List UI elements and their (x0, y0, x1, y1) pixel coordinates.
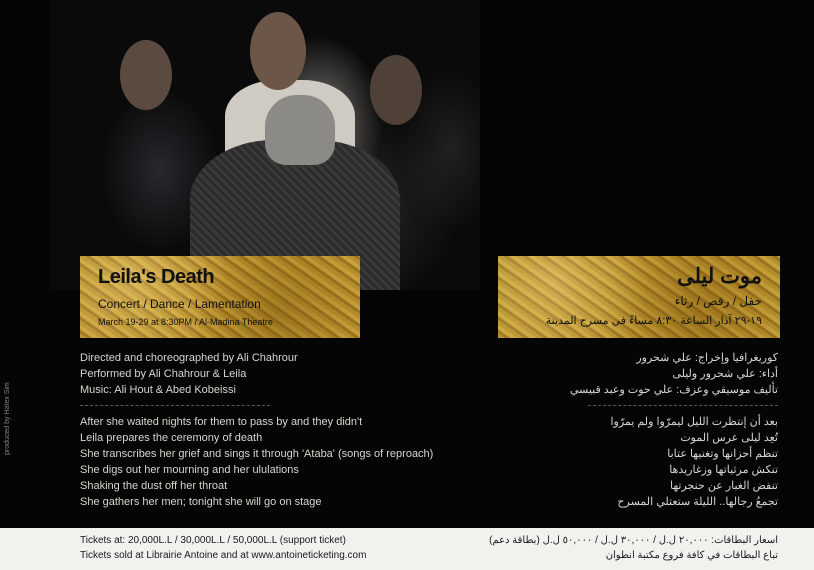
story-ar-line-2: تُعِد ليلى عرس الموت (680, 432, 778, 444)
arabic-subtitle: حفل / رقص / رثاء (674, 294, 762, 308)
story-en-line-6: She gathers her men; tonight she will go on stage (80, 496, 322, 508)
ticket-outlets-en: Tickets sold at Librairie Antoine and at www.antoineticketing.com (80, 550, 367, 561)
english-date: March 19-29 at 8:30PM / Al-Madina Theatre (98, 317, 273, 327)
ticket-footer (0, 528, 814, 570)
performer-left (120, 40, 172, 110)
story-ar-line-4: تنكش مرثياتها وزغاريدها (669, 464, 778, 476)
story-en-line-3: She transcribes her grief and sings it through 'Ataba' (songs of reproach) (80, 448, 434, 460)
ticket-prices-en: Tickets at: 20,000L.L / 30,000L.L / 50,000L.L (support ticket) (80, 535, 346, 546)
divider-left (80, 405, 270, 406)
hero-photo (50, 0, 480, 290)
arabic-date: ١٩-٢٩ آذار الساعة ٨:٣٠ مساءً في مسرح المدينة (545, 315, 762, 327)
story-ar-line-5: تنفض الغبار عن حنجرتها (670, 480, 778, 492)
story-en-line-2: Leila prepares the ceremony of death (80, 432, 263, 444)
credit-en-director: Directed and choreographed by Ali Chahrour (80, 352, 298, 364)
title-plate-english (80, 256, 360, 338)
credit-ar-music: تأليف موسيقي وعزف: علي حوت وعبد قبيسي (569, 384, 778, 396)
english-subtitle: Concert / Dance / Lamentation (98, 297, 261, 311)
credit-en-music: Music: Ali Hout & Abed Kobeissi (80, 384, 236, 396)
credit-ar-director: كوريغرافيا وإخراج: علي شحرور (636, 352, 778, 364)
story-en-line-1: After she waited nights for them to pass by and they didn't (80, 416, 363, 428)
story-ar-line-1: بعد أن إنتظرت الليل ليمرّوا ولم يمرّوا (610, 416, 778, 428)
credit-ar-performers: أداء: علي شحرور وليلى (672, 368, 778, 380)
story-ar-line-3: تنظم أحزانها وتغنيها عتابا (667, 448, 778, 460)
story-en-line-5: Shaking the dust off her throat (80, 480, 228, 492)
ticket-outlets-ar: تباع البطاقات في كافة فروع مكتبة انطوان (605, 550, 778, 561)
story-en-line-4: She digs out her mourning and her ululations (80, 464, 299, 476)
ticket-prices-ar: اسعار البطاقات: ٢٠,٠٠٠ ل.ل / ٣٠,٠٠٠ ل.ل / ٥٠,٠٠٠ ل.ل (بطاقة دعم) (489, 535, 778, 546)
performer-right (370, 55, 422, 125)
credit-en-performers: Performed by Ali Chahrour & Leila (80, 368, 247, 380)
english-title: Leila's Death (98, 266, 215, 288)
producer-credit: produced by Haïex Sim (4, 382, 11, 455)
veiled-woman-head (265, 95, 335, 165)
story-ar-line-6: تجمعُ رجالها.. الليلة ستعتلي المسرح (617, 496, 778, 508)
title-plate-arabic (498, 256, 780, 338)
arabic-title: موت ليلى (677, 265, 762, 288)
divider-right (588, 405, 778, 406)
performer-center (250, 12, 306, 90)
